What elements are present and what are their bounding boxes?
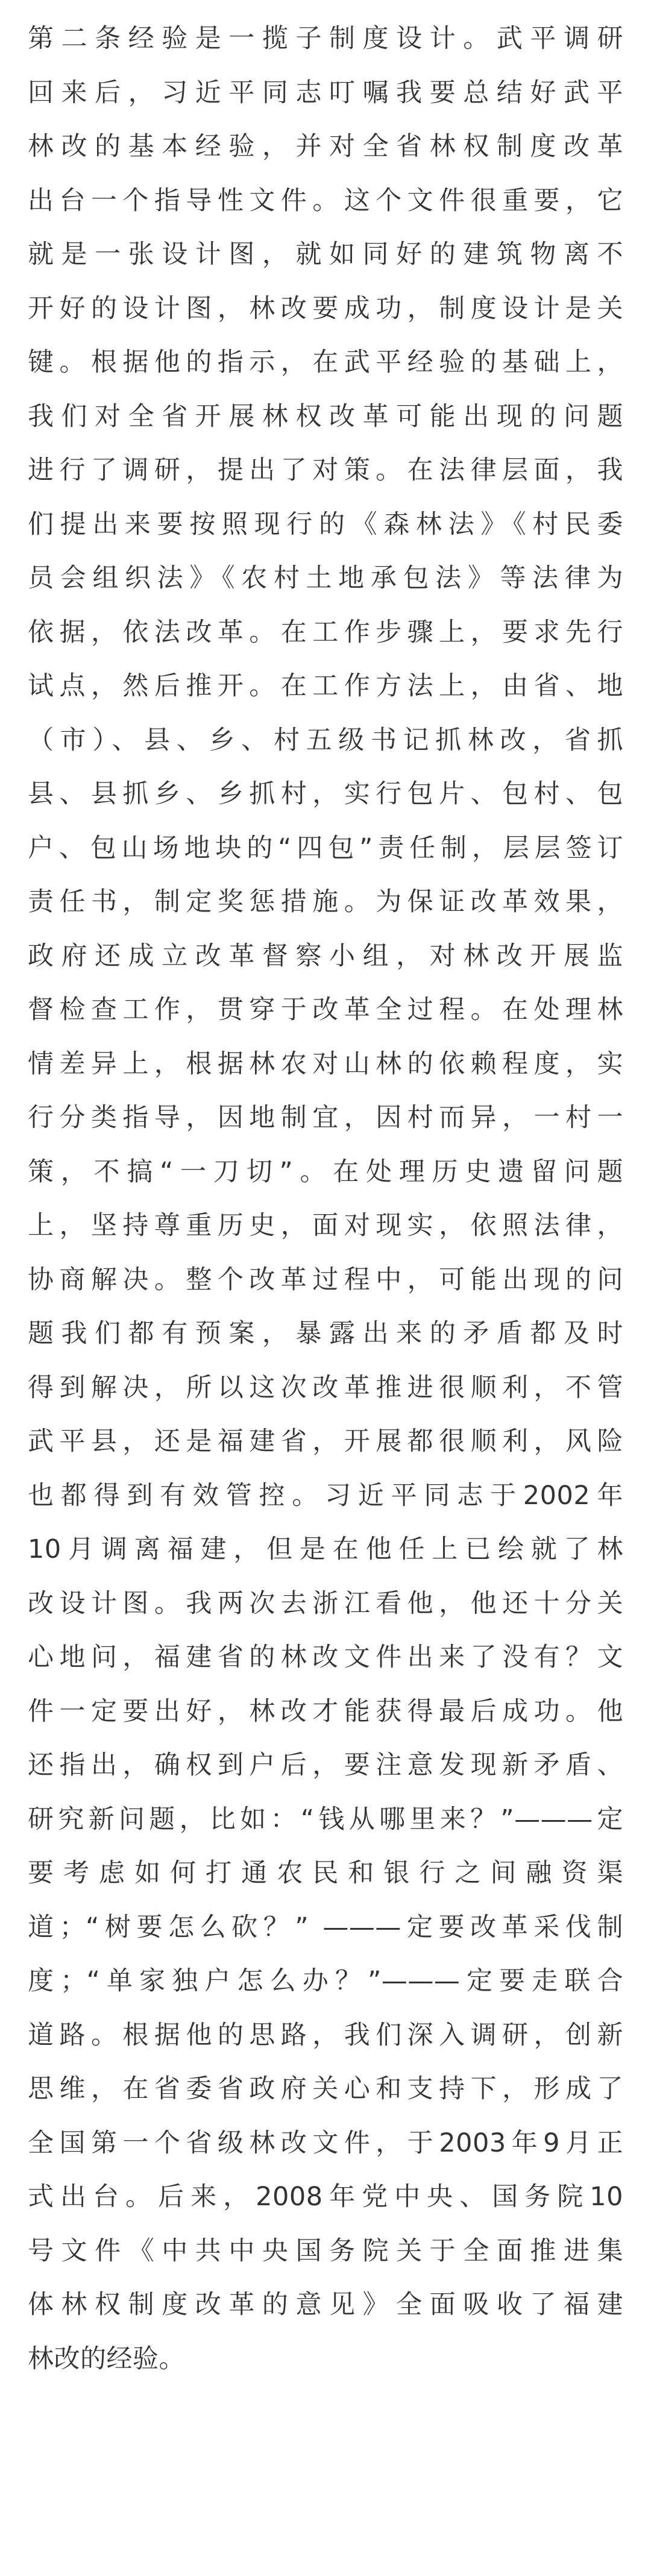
paragraph-line: 情差异上，根据林农对山林的依赖程度，实	[28, 1048, 623, 1079]
paragraph-line: 进行了调研，提出了对策。在法律层面，我	[28, 455, 623, 485]
paragraph-line: 林改的基本经验，并对全省林权制度改革	[28, 131, 623, 162]
paragraph-line: 件一定要出好，林改才能获得最后成功。他	[28, 1696, 623, 1727]
paragraph-line: 还指出，确权到户后，要注意发现新矛盾、	[28, 1750, 623, 1780]
paragraph-line: 键。根据他的指示，在武平经验的基础上，	[28, 347, 623, 377]
paragraph-line: 思维，在省委省政府关心和支持下，形成了	[28, 2074, 623, 2104]
paragraph-line: 员会组织法》《农村土地承包法》等法律为	[28, 563, 623, 593]
paragraph-line: 们提出来要按照现行的《森林法》《村民委	[28, 509, 623, 540]
paragraph-line: 策，不搞“一刀切”。在处理历史遗留问题	[28, 1156, 623, 1187]
paragraph-line: 改设计图。我两次去浙江看他，他还十分关	[28, 1588, 623, 1619]
paragraph-line: 上，坚持尊重历史，面对现实，依照法律，	[28, 1211, 623, 1241]
paragraph-line: 度；“单家独户怎么办？”———定要走联合	[28, 1966, 623, 1996]
paragraph-line: 要考虑如何打通农民和银行之间融资渠	[28, 1858, 623, 1888]
paragraph-line: 开好的设计图，林改要成功，制度设计是关	[28, 293, 623, 324]
paragraph-line: 出台一个指导性文件。这个文件很重要，它	[28, 185, 623, 216]
paragraph-line: 研究新问题，比如：“钱从哪里来？”———定	[28, 1804, 623, 1834]
paragraph-line: 第二条经验是一揽子制度设计。武平调研	[28, 24, 623, 54]
paragraph-line: 体林权制度改革的意见》全面吸收了福建	[28, 2290, 623, 2320]
paragraph-line: 户、包山场地块的“四包”责任制，层层签订	[28, 833, 623, 863]
paragraph-line: 武平县，还是福建省，开展都很顺利，风险	[28, 1426, 623, 1456]
paragraph-line: 政府还成立改革督察小组，对林改开展监	[28, 940, 623, 971]
paragraph-line: 林改的经验。	[28, 2343, 185, 2374]
paragraph-line: 道；“树要怎么砍？” ———定要改革采伐制	[28, 1912, 623, 1942]
paragraph-line: 式出台。后来，2008年党中央、国务院10	[28, 2182, 623, 2212]
paragraph-line: 我们对全省开展林权改革可能出现的问题	[28, 401, 623, 432]
paragraph-line: 县、县抓乡、乡抓村，实行包片、包村、包	[28, 779, 623, 809]
paragraph-line: 道路。根据他的思路，我们深入调研，创新	[28, 2020, 623, 2050]
paragraph-line: 依据，依法改革。在工作步骤上，要求先行	[28, 617, 623, 647]
paragraph-line: 10月调离福建，但是在他任上已绘就了林	[28, 1534, 623, 1564]
paragraph-line: 行分类指导，因地制宜，因村而异，一村一	[28, 1103, 623, 1133]
paragraph-line: 号文件《中共中央国务院关于全面推进集	[28, 2235, 623, 2266]
paragraph-line: 题我们都有预案，暴露出来的矛盾都及时	[28, 1318, 623, 1349]
paragraph-line: 全国第一个省级林改文件，于2003年9月正	[28, 2127, 623, 2158]
paragraph-line: 心地问，福建省的林改文件出来了没有？文	[28, 1642, 623, 1672]
paragraph-line: 也都得到有效管控。习近平同志于2002年	[28, 1480, 623, 1511]
paragraph-line: 督检查工作，贯穿于改革全过程。在处理林	[28, 995, 623, 1025]
paragraph-line: 就是一张设计图，就如同好的建筑物离不	[28, 239, 623, 269]
paragraph-line: 协商解决。整个改革过程中，可能出现的问	[28, 1264, 623, 1295]
paragraph-line: 责任书，制定奖惩措施。为保证改革效果，	[28, 887, 623, 917]
paragraph-line: 回来后，习近平同志叮嘱我要总结好武平	[28, 77, 623, 108]
paragraph-line: 试点，然后推开。在工作方法上，由省、地	[28, 671, 623, 701]
paragraph-line: （市）、县、乡、村五级书记抓林改，省抓	[28, 725, 623, 755]
paragraph-line: 得到解决，所以这次改革推进很顺利，不管	[28, 1372, 623, 1403]
